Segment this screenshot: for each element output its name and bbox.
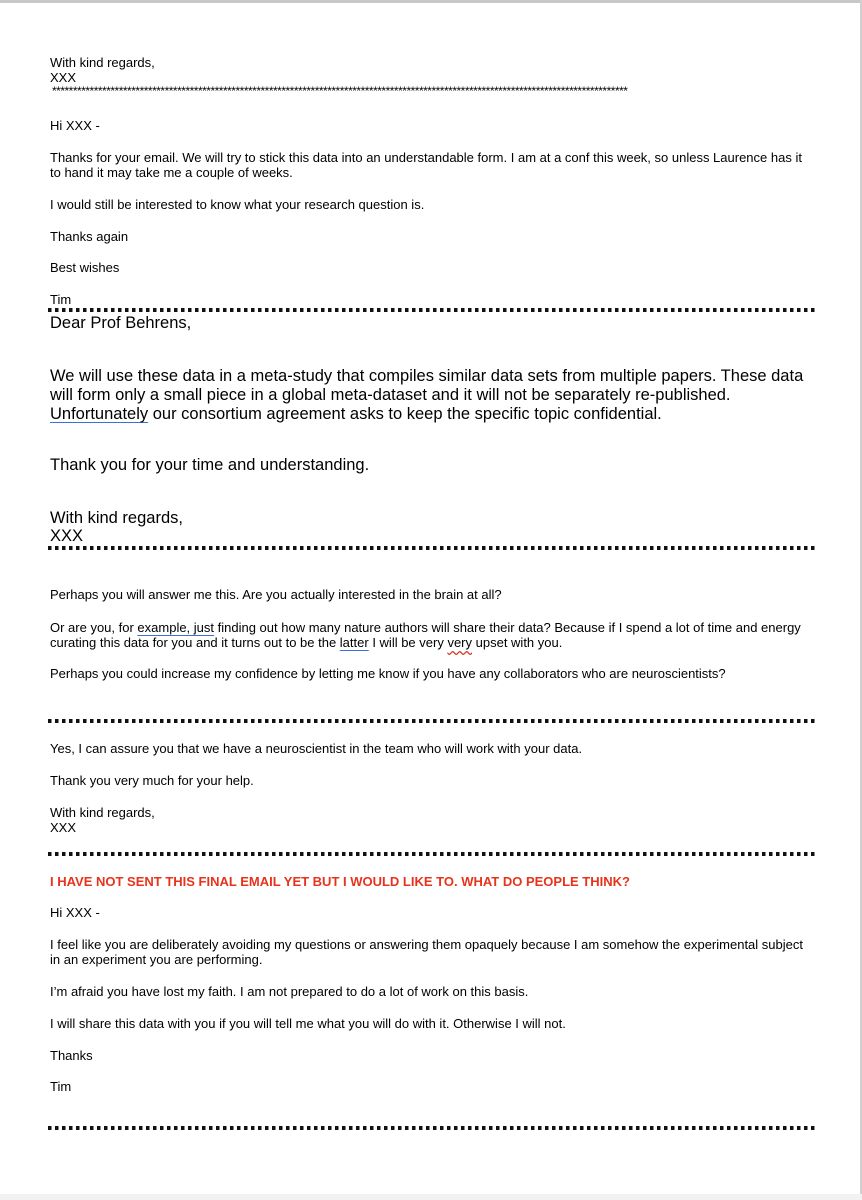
email5-name: XXX [50,820,77,835]
email1-regards: With kind regards, [50,55,155,70]
email-divider [48,308,816,312]
email3-p1-end: our consortium agreement asks to keep the specific topic confidential. [148,405,662,423]
email3-paragraph-1 [50,367,820,424]
email6-greeting: Hi XXX - [50,905,100,920]
email4-p2-part-c: finding out how many nature authors will share their data? Because if I spend a lot of time and energy curating this data for you and it turns out to be the [50,620,801,650]
unsent-email-note: I HAVE NOT SENT THIS FINAL EMAIL YET BUT I WOULD LIKE TO. WHAT DO PEOPLE THINK? [50,874,630,889]
email6-paragraph-2: I’m afraid you have lost my faith. I am not prepared to do a lot of work on this basis. [50,984,529,999]
email6-paragraph-4: Thanks [50,1048,93,1063]
email5-regards: With kind regards, [50,805,155,820]
email4-paragraph-2 [50,620,815,650]
email4-p2-part-e: I will be very [368,635,448,650]
email4-paragraph-3: Perhaps you could increase my confidence by letting me know if you have any collaborators who are neuroscientists? [50,666,726,681]
email6-paragraph-3: I will share this data with you if you will tell me what you will do with it. Otherwise I will not. [50,1016,566,1031]
email4-paragraph-1: Perhaps you will answer me this. Are you actually interested in the brain at all? [50,587,502,602]
email2-paragraph-3: Thanks again [50,229,129,244]
spellcheck-underlined-word: Unfortunately [50,405,149,423]
spellcheck-flagged-word: very [447,635,473,650]
email-divider [48,852,816,856]
email5-paragraph-1: Yes, I can assure you that we have a neuroscientist in the team who will work with your data. [50,741,583,756]
email4-p2-part-a: Or are you, for [50,620,138,635]
email6-signature: Tim [50,1079,72,1094]
email3-p1-start: We will use these data in a meta-study that compiles similar data sets from multiple papers. These data will form only a small piece in a global meta-dataset and it will not be separately re-published. [50,367,804,404]
email2-greeting: Hi XXX - [50,118,100,133]
email-divider [48,1126,816,1130]
email-divider [48,546,816,550]
email3-regards: With kind regards, [50,509,183,527]
page-top-edge [0,0,862,3]
email3-greeting: Dear Prof Behrens, [50,314,192,332]
email5-paragraph-2: Thank you very much for your help. [50,773,254,788]
email-divider [48,719,816,723]
asterisk-separator: ****************************************************************************************************************************************** [52,85,628,95]
email1-name: XXX [50,70,77,85]
email2-paragraph-1: Thanks for your email. We will try to stick this data into an understandable form. I am at a conf this week, so unless Laurence has it to hand it may take me a couple of weeks. [50,150,802,180]
email3-name: XXX [50,527,84,545]
email2-signature: Tim [50,292,72,307]
email2-paragraph-2: I would still be interested to know what your research question is. [50,197,425,212]
grammar-underlined-word: latter [339,635,369,650]
email2-paragraph-4: Best wishes [50,260,120,275]
page-bottom-edge [0,1194,862,1200]
grammar-underlined-phrase: example, just [137,620,215,635]
email4-p2-part-g: upset with you. [472,635,563,650]
email6-paragraph-1: I feel like you are deliberately avoiding my questions or answering them opaquely because I am somehow the experimental subject in an experiment you are performing. [50,937,803,967]
email3-paragraph-2: Thank you for your time and understanding. [50,456,370,474]
